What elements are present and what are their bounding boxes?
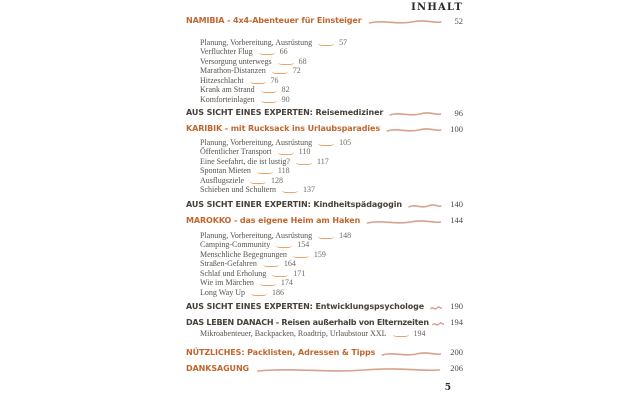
wavy-leader-line [430, 304, 442, 312]
chapter-page-number: 100 [450, 123, 463, 134]
toc-sub-row [200, 66, 463, 76]
page-header-inhalt: INHALT [411, 2, 463, 13]
sub-page-number: 164 [283, 259, 296, 269]
wavy-leader-line [408, 202, 442, 210]
dash-leader [261, 98, 277, 103]
sub-label: Krank am Strand [200, 85, 255, 95]
dash-leader [282, 188, 298, 193]
wavy-leader-line [381, 350, 442, 358]
toc-sub-row [200, 38, 463, 48]
dash-leader [257, 169, 273, 174]
toc-sub-row [200, 278, 463, 288]
wavy-leader-line [366, 218, 442, 226]
sub-label: Schlaf und Erholung [200, 268, 267, 278]
sub-page-number: 66 [279, 47, 288, 57]
dash-leader [272, 69, 288, 74]
sub-label: Long Way Up [200, 287, 245, 297]
chapter-page-number: 96 [454, 107, 463, 118]
sub-label: Öffentlicher Transport [200, 147, 272, 157]
sub-page-number: 174 [280, 278, 293, 288]
wavy-leader-line [389, 110, 442, 118]
sub-label: Menschliche Begegnungen [200, 249, 287, 259]
wavy-leader-line [432, 320, 444, 328]
chapter-page-number: 144 [450, 215, 463, 225]
sub-page-number: 105 [339, 137, 352, 147]
dash-leader [272, 272, 288, 277]
sub-page-number: 82 [281, 85, 290, 95]
dash-leader [278, 150, 294, 155]
chapter-title: KARIBIK - mit Rucksack ins Urlaubsparadies [186, 124, 380, 133]
sub-label: Spontan Mieten [200, 166, 251, 176]
sub-page-number: 194 [413, 328, 426, 338]
chapter-page-number: 140 [450, 199, 463, 209]
toc-sub-row [200, 176, 463, 186]
sub-label: Schieben und Schultern [200, 185, 276, 195]
toc-sub-row [200, 259, 463, 269]
sub-page-number: 110 [298, 147, 311, 157]
toc-sub-row [200, 85, 463, 95]
toc-sub-row [200, 269, 463, 279]
dash-leader [250, 79, 266, 84]
dash-leader [278, 60, 294, 65]
toc-expert-row [186, 300, 463, 313]
chapter-title: NÜTZLICHES: Packlisten, Adressen & Tipps [186, 347, 376, 357]
sub-page-number: 159 [313, 249, 326, 259]
toc-sub-row [200, 329, 463, 339]
sub-label: Planung, Vorbereitung, Ausrüstung [200, 137, 313, 147]
chapter-title: DANKSAGUNG [186, 363, 250, 373]
dash-leader [318, 141, 334, 146]
toc-sub-row [200, 288, 463, 298]
expert-title: AUS SICHT EINER EXPERTIN: Kindheitspädagogin [186, 199, 403, 209]
chapter-page-number: 200 [450, 347, 463, 357]
sub-label: Planung, Vorbereitung, Ausrüstung [200, 230, 313, 240]
page-number: 5 [444, 383, 451, 393]
sub-page-number: 68 [298, 56, 307, 66]
dash-leader [318, 234, 334, 239]
chapter-page-number: 52 [454, 15, 463, 26]
toc-chapter-row [186, 122, 463, 135]
toc-sub-row [200, 231, 463, 241]
chapter-title: DAS LEBEN DANACH - Reisen außerhalb von Elternzeiten [186, 317, 429, 327]
expert-title: AUS SICHT EINES EXPERTEN: Entwicklungspsychologe [186, 301, 425, 311]
expert-title: AUS SICHT EINES EXPERTEN: Reisemediziner [186, 108, 384, 117]
wavy-leader-line [368, 18, 442, 26]
sub-page-number: 72 [292, 66, 301, 76]
dash-leader [259, 50, 275, 55]
dash-leader [261, 88, 277, 93]
dash-leader [276, 243, 292, 248]
sub-page-number: 57 [339, 37, 348, 47]
toc-column [186, 14, 463, 375]
sub-label: Marathon-Distanzen [200, 66, 266, 76]
toc-sub-row [200, 57, 463, 67]
sub-page-number: 76 [270, 75, 279, 85]
dash-leader [318, 41, 334, 46]
sub-page-number: 148 [339, 230, 352, 240]
toc-chapter-row [186, 362, 463, 375]
toc-sub-row [200, 47, 463, 57]
sub-label: Verfluchter Flug [200, 47, 253, 57]
sub-label: Straßen-Gefahren [200, 259, 257, 269]
sub-page-number: 137 [302, 185, 315, 195]
wavy-leader-line [386, 126, 442, 134]
toc-sub-row [200, 250, 463, 260]
dash-leader [260, 281, 276, 286]
chapter-page-number: 206 [450, 363, 463, 373]
sub-page-number: 154 [297, 240, 310, 250]
dash-leader [250, 179, 266, 184]
toc-sub-row [200, 95, 463, 105]
sub-label: Hitzeschlacht [200, 75, 244, 85]
toc-sub-row [200, 76, 463, 86]
toc-chapter-row [186, 346, 463, 359]
sub-label: Camping-Community [200, 240, 271, 250]
toc-chapter-row [186, 316, 463, 329]
sub-label: Mikroabenteuer, Backpacken, Roadtrip, Urlaubstour XXL [200, 328, 387, 338]
sub-label: Ausflugsziele [200, 175, 244, 185]
chapter-title: MAROKKO - das eigene Heim am Haken [186, 215, 361, 225]
toc-sub-row [200, 147, 463, 157]
toc-sub-row [200, 185, 463, 195]
toc-expert-row [186, 198, 463, 211]
chapter-title: NAMIBIA - 4x4-Abenteuer für Einsteiger [186, 16, 362, 25]
sub-label: Eine Seefahrt, die ist lustig? [200, 156, 290, 166]
toc-sub-row [200, 166, 463, 176]
sub-label: Planung, Vorbereitung, Ausrüstung [200, 37, 313, 47]
chapter-page-number: 190 [450, 301, 463, 311]
dash-leader [393, 332, 409, 337]
toc-chapter-row [186, 14, 463, 27]
sub-page-number: 117 [316, 156, 329, 166]
toc-sub-row [200, 240, 463, 250]
chapter-page-number: 194 [450, 317, 463, 327]
sub-label: Wie im Märchen [200, 278, 254, 288]
sub-label: Versorgung unterwegs [200, 56, 272, 66]
dash-leader [251, 291, 267, 296]
sub-page-number: 186 [271, 287, 284, 297]
dash-leader [296, 160, 312, 165]
sub-page-number: 171 [293, 268, 306, 278]
sub-label: Komforteinlagen [200, 94, 255, 104]
dash-leader [293, 253, 309, 258]
wavy-leader-line [255, 366, 442, 374]
toc-expert-row [186, 106, 463, 119]
dash-leader [263, 262, 279, 267]
toc-chapter-row [186, 214, 463, 227]
toc-sub-row [200, 138, 463, 148]
sub-page-number: 128 [271, 175, 283, 185]
toc-sub-row [200, 157, 463, 167]
sub-page-number: 90 [281, 94, 290, 104]
sub-page-number: 118 [277, 166, 290, 176]
